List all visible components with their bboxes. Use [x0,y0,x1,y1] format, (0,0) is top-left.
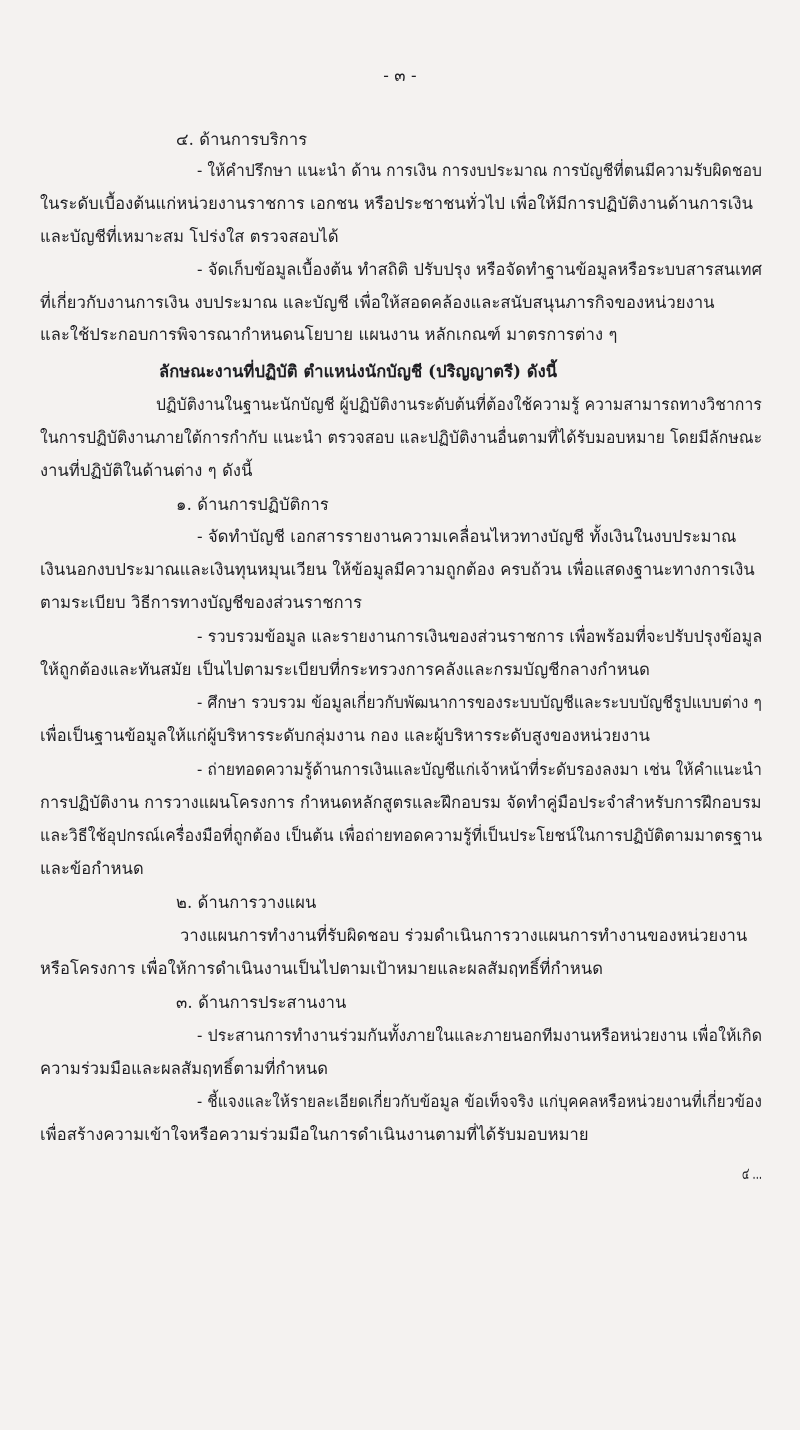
paragraph-line: เพื่อเป็นฐานข้อมูลให้แก่ผู้บริหารระดับกลุ่มงาน กอง และผู้บริหารระดับสูงของหน่วยงาน [40,726,651,745]
section-heading: ๓. ด้านการประสานงาน [176,993,347,1012]
paragraph-line: - รวบรวมข้อมูล และรายงานการเงินของส่วนราชการ เพื่อพร้อมที่จะปรับปรุงข้อมูล [197,627,763,646]
paragraph-line: ให้ถูกต้องและทันสมัย เป็นไปตามระเบียบที่กระทรวงการคลังและกรมบัญชีกลางกำหนด [40,660,650,679]
paragraph-line: - ประสานการทำงานร่วมกันทั้งภายในและภายนอกทีมงานหรือหน่วยงาน เพื่อให้เกิด [197,1026,763,1045]
paragraph-line: ตามระเบียบ วิธีการทางบัญชีของส่วนราชการ [40,593,363,612]
paragraph-line: ในการปฏิบัติงานภายใต้การกำกับ แนะนำ ตรวจสอบ และปฏิบัติงานอื่นตามที่ได้รับมอบหมาย โดยมีลักษณะ [40,428,763,447]
section-heading: ๔. ด้านการบริการ [176,130,308,149]
paragraph-line: - ถ่ายทอดความรู้ด้านการเงินและบัญชีแก่เจ้าหน้าที่ระดับรองลงมา เช่น ให้คำแนะนำ [197,760,762,779]
paragraph-line: งานที่ปฏิบัติในด้านต่าง ๆ ดังนี้ [40,461,253,480]
paragraph-line: - ชี้แจงและให้รายละเอียดเกี่ยวกับข้อมูล ข้อเท็จจริง แก่บุคคลหรือหน่วยงานที่เกี่ยวข้อง [197,1092,762,1111]
continuation-marker: ๔ ... [742,1164,762,1183]
paragraph-line: และข้อกำหนด [40,859,144,878]
paragraph-line: ปฏิบัติงานในฐานะนักบัญชี ผู้ปฏิบัติงานระดับต้นที่ต้องใช้ความรู้ ความสามารถทางวิชาการ [156,395,762,414]
section-heading: ๑. ด้านการปฏิบัติการ [176,495,329,514]
page-number: - ๓ - [383,66,417,85]
paragraph-line: - ให้คำปรึกษา แนะนำ ด้าน การเงิน การงบประมาณ การบัญชีที่ตนมีความรับผิดชอบ [197,161,763,180]
paragraph-line: วางแผนการทำงานที่รับผิดชอบ ร่วมดำเนินการวางแผนการทำงานของหน่วยงาน [180,926,748,945]
paragraph-line: และใช้ประกอบการพิจารณากำหนดนโยบาย แผนงาน หลักเกณฑ์ มาตรการต่าง ๆ [40,325,618,344]
paragraph-line: และบัญชีที่เหมาะสม โปร่งใส ตรวจสอบได้ [40,227,339,246]
position-heading: ลักษณะงานที่ปฏิบัติ ตำแหน่งนักบัญชี (ปริญญาตรี) ดังนี้ [159,362,558,381]
paragraph-line: ในระดับเบื้องต้นแก่หน่วยงานราชการ เอกชน หรือประชาชนทั่วไป เพื่อให้มีการปฏิบัติงานด้านการเงิน [40,194,753,213]
paragraph-line: การปฏิบัติงาน การวางแผนโครงการ กำหนดหลักสูตรและฝึกอบรม จัดทำคู่มือประจำสำหรับการฝึกอบรม [40,793,762,812]
paragraph-line: ที่เกี่ยวกับงานการเงิน งบประมาณ และบัญชี เพื่อให้สอดคล้องและสนับสนุนภารกิจของหน่วยงาน [40,293,715,312]
paragraph-line: หรือโครงการ เพื่อให้การดำเนินงานเป็นไปตามเป้าหมายและผลสัมฤทธิ์ที่กำหนด [40,959,604,978]
paragraph-line: เงินนอกงบประมาณและเงินทุนหมุนเวียน ให้ข้อมูลมีความถูกต้อง ครบถ้วน เพื่อแสดงฐานะทางการเงิน [40,560,755,579]
paragraph-line: เพื่อสร้างความเข้าใจหรือความร่วมมือในการดำเนินงานตามที่ได้รับมอบหมาย [40,1125,589,1144]
paragraph-line: - จัดเก็บข้อมูลเบื้องต้น ทำสถิติ ปรับปรุง หรือจัดทำฐานข้อมูลหรือระบบสารสนเทศ [197,260,763,279]
paragraph-line: ความร่วมมือและผลสัมฤทธิ์ตามที่กำหนด [40,1059,329,1078]
paragraph-line: และวิธีใช้อุปกรณ์เครื่องมือที่ถูกต้อง เป็นต้น เพื่อถ่ายทอดความรู้ที่เป็นประโยชน์ในการปฏิบัติตามมาตรฐาน [40,826,763,845]
paragraph-line: - จัดทำบัญชี เอกสารรายงานความเคลื่อนไหวทางบัญชี ทั้งเงินในงบประมาณ [197,527,737,546]
section-heading: ๒. ด้านการวางแผน [176,893,317,912]
paragraph-line: - ศึกษา รวบรวม ข้อมูลเกี่ยวกับพัฒนาการของระบบบัญชีและระบบบัญชีรูปแบบต่าง ๆ [197,693,762,712]
